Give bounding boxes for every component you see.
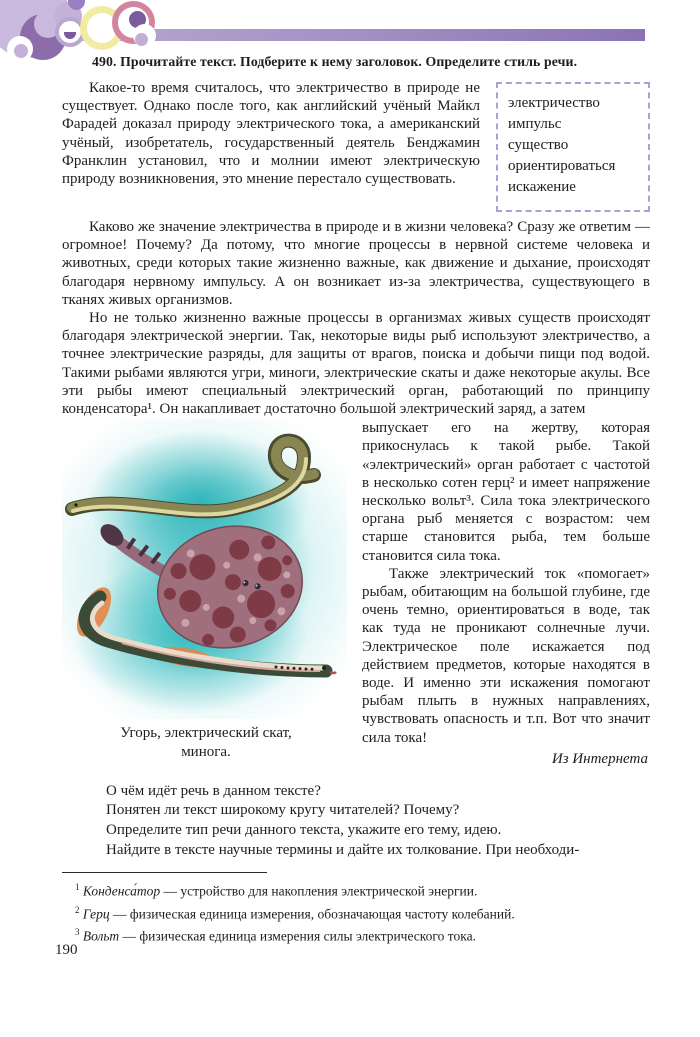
fish-illustration-image bbox=[62, 419, 347, 719]
question-1: О чём идёт речь в данном тексте? bbox=[106, 782, 321, 799]
question-4: Найдите в тексте научные термины и дайте их толкование. При необходи- bbox=[106, 841, 580, 858]
paragraph-2: Каково же значение электричества в природе и в жизни человека? Сразу же ответим — огромное! Почему? Да потому, что многие процессы в нервной системе человека и животных, среди которых такие жизненно важные, как движение и дыхание, происходят благодаря нервному импульсу. А он возникает из-за электричества, существующего в тканях живых организмов. bbox=[62, 219, 650, 308]
footnote-divider bbox=[62, 872, 267, 873]
questions-block bbox=[106, 782, 650, 860]
paragraph-1: Какое-то время считалось, что электричество в природе не существует. Однако после того, как английский учёный Майкл Фарадей доказал природу электрического тока, а американский учёный, изобретатель, государственный деятель Бенджамин Франклин установил, что и молнии имеют электрическую природу возникновения, это мнение перестало существовать. bbox=[62, 80, 480, 188]
footnote-term: Вольт bbox=[82, 928, 120, 944]
footnote-definition: — физическая единица измерения силы электрического тока. bbox=[119, 928, 476, 944]
image-text-columns bbox=[62, 419, 650, 768]
lavender-dot-icon bbox=[14, 44, 28, 58]
fish-svg bbox=[62, 419, 347, 719]
footnote-2 bbox=[62, 901, 650, 924]
half-disc-icon bbox=[64, 32, 76, 39]
vocabulary-box bbox=[496, 82, 650, 212]
footnote-term: Герц bbox=[82, 906, 110, 922]
text-column bbox=[350, 419, 650, 768]
page-number: 190 bbox=[55, 942, 78, 958]
exercise-heading bbox=[62, 54, 650, 70]
vocabulary-word: ориентироваться bbox=[508, 158, 616, 174]
paragraph-5: Также электрический ток «помогает» рыбам, обитающим на большой глубине, где очень темно, ориентироваться в воде, так как туда не проникают солнечные лучи. Электрическое поле искажается под действием предметов, которые находятся в воде. И именно эти искажения помогают рыбам плыть в нужных направлениях, чувствовать опасность и т.п. Вот что значит сила тока! bbox=[362, 565, 650, 746]
footnote-mark: 2 bbox=[75, 904, 80, 915]
exercise-number: 490. bbox=[92, 54, 117, 69]
source-attribution: Из Интернета bbox=[551, 750, 648, 767]
vocabulary-word: импульс bbox=[508, 116, 562, 132]
image-caption bbox=[62, 724, 350, 762]
footnotes-block bbox=[62, 872, 650, 946]
footnote-1 bbox=[62, 878, 650, 901]
question-2: Понятен ли текст широкому кругу читателей? Почему? bbox=[106, 802, 460, 819]
vocabulary-word: существо bbox=[508, 137, 569, 153]
vocabulary-word: электричество bbox=[508, 95, 600, 111]
caption-line-1: Угорь, электрический скат, bbox=[120, 725, 292, 742]
white-circle-icon bbox=[133, 24, 156, 47]
caption-line-2: минога. bbox=[181, 744, 231, 761]
intro-block bbox=[62, 79, 650, 218]
footnote-definition: — устройство для накопления электрической энергии. bbox=[160, 883, 478, 899]
question-3: Определите тип речи данного текста, укажите его тему, идею. bbox=[106, 822, 502, 839]
page-content bbox=[62, 54, 650, 946]
illustration-column bbox=[62, 419, 350, 768]
lavender-dot-icon bbox=[135, 33, 148, 46]
paragraph-3: Но не только жизненно важные процессы в организмах живых существ происходят благодаря электрической энергии. Так, некоторые виды рыб используют электричество, а точнее электрические разряды, для защиты от врагов, поиска и добычи пищи под водой. Такими рыбами являются угри, миноги, электрические скаты и даже некоторые акулы. Все эти рыбы имеют специальный электрический орган, работающий по принципу конденсатора¹. Он накапливает достаточно большой электрический заряд, а затем bbox=[62, 310, 650, 418]
footnote-definition: — физическая единица измерения, обозначающая частоту колебаний. bbox=[109, 906, 515, 922]
vocabulary-word: искажение bbox=[508, 179, 576, 195]
footnote-3 bbox=[62, 923, 650, 946]
footnote-mark: 1 bbox=[75, 882, 80, 893]
exercise-instruction: Прочитайте текст. Подберите к нему заголовок. Определите стиль речи. bbox=[116, 54, 578, 69]
white-circle-bottom-icon bbox=[7, 36, 33, 62]
eel-icon bbox=[72, 441, 314, 515]
footnote-term: Конденса́тор bbox=[82, 883, 161, 899]
footnote-mark: 3 bbox=[75, 927, 80, 938]
paragraph-4: выпускает его на жертву, которая прикоснулась к такой рыбе. Такой «электрический» орган работает с частотой в несколько сотен герц² и имеет напряжение несколько вольт³. Сила тока электрического органа рыб меняется с возрастом: чем старше становится рыба, тем больше становится сила тока. bbox=[362, 420, 650, 564]
